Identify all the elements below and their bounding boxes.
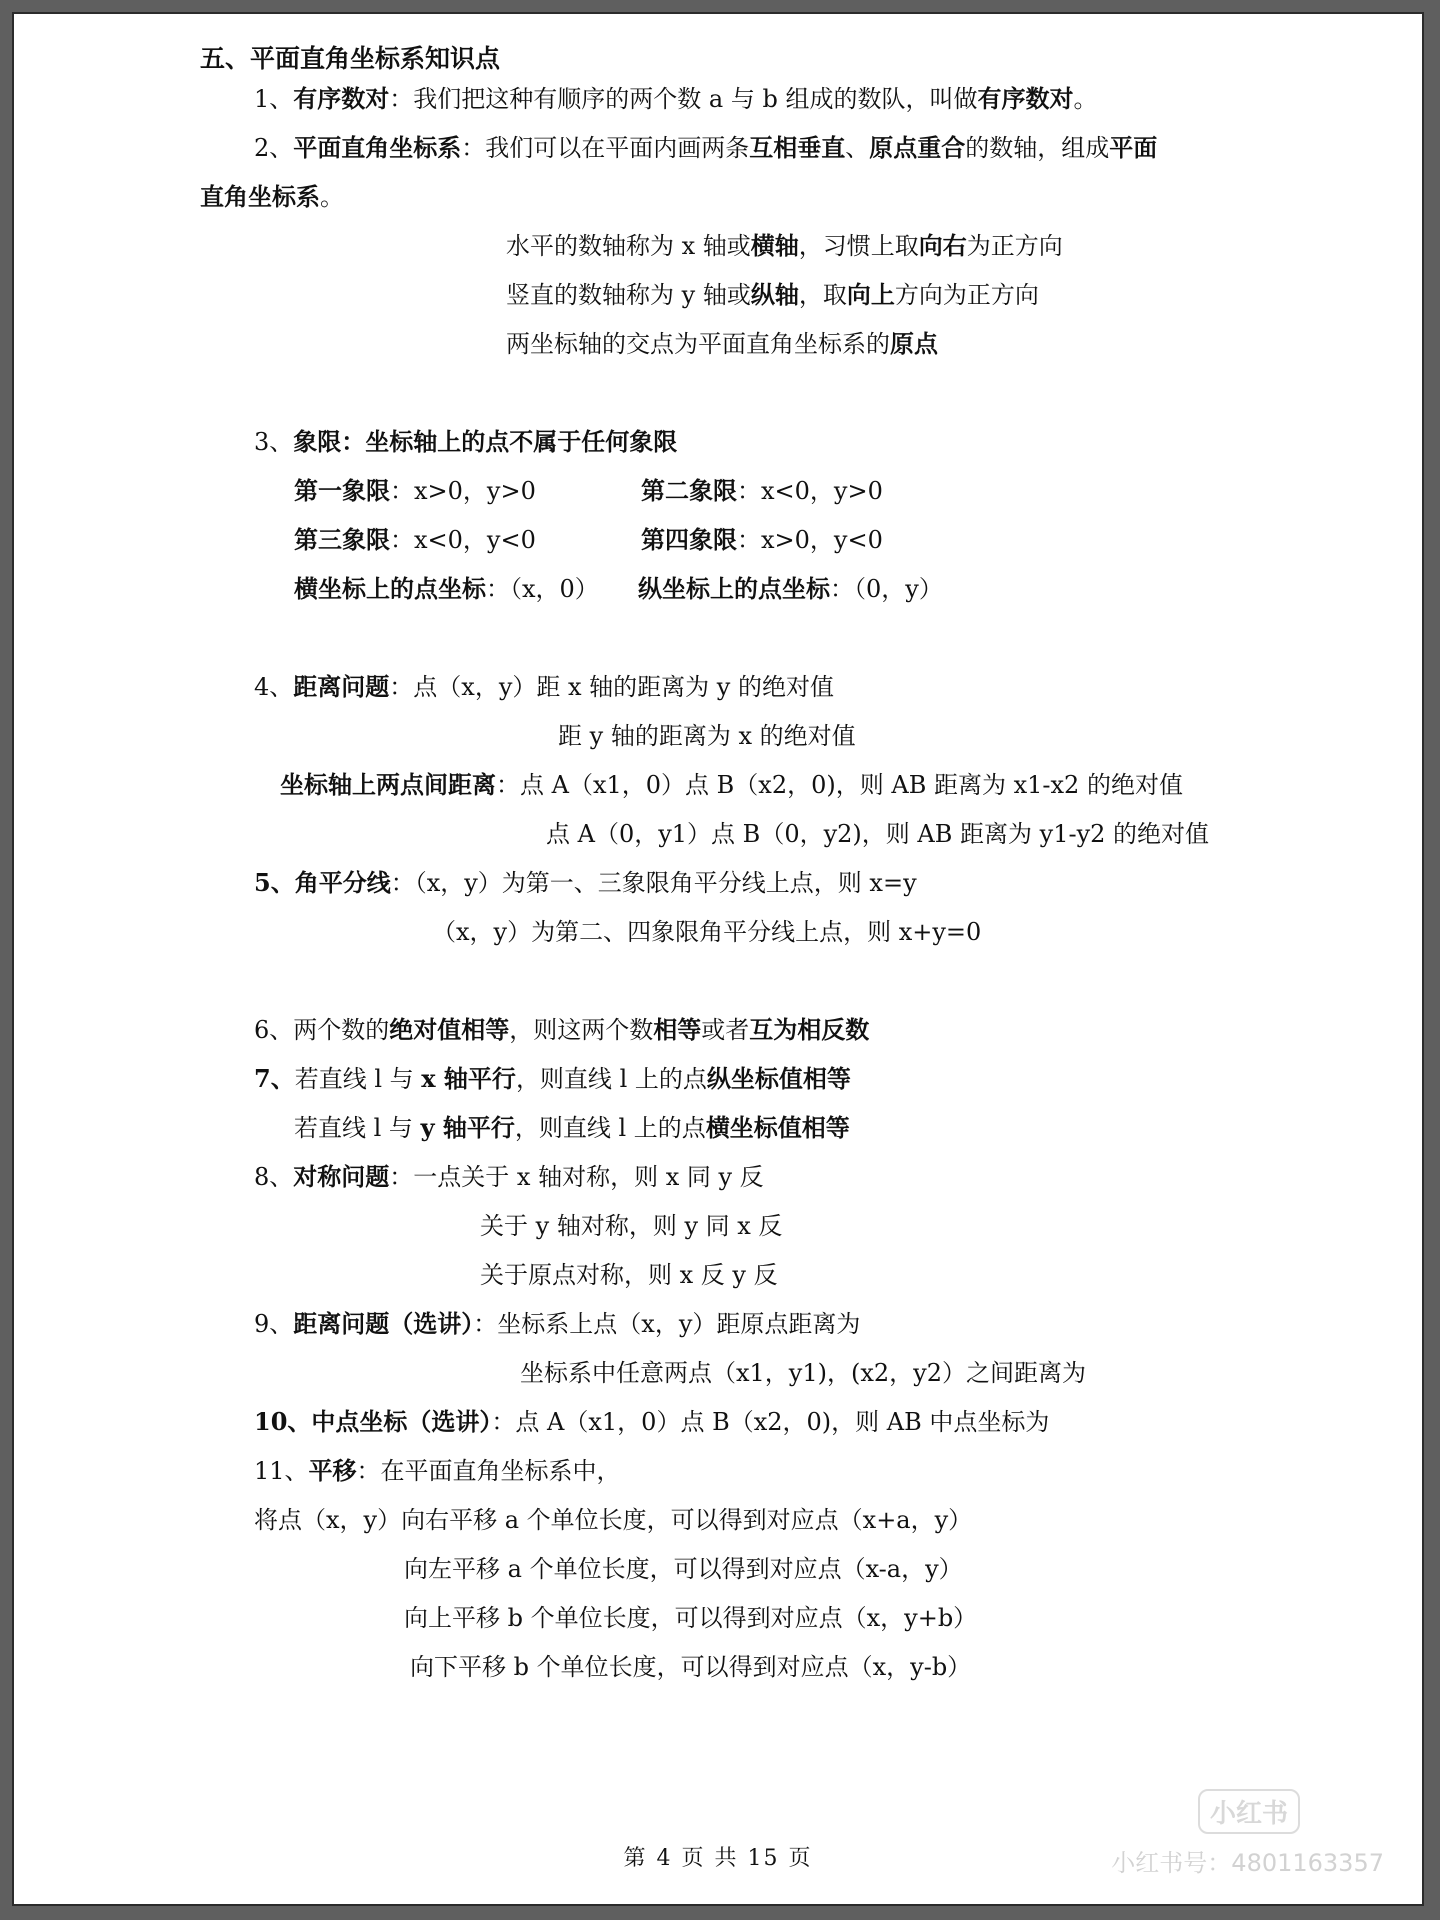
page-footer: 第 4 页 共 15 页 [623,1846,813,1871]
item-7-parallel-x: 7、若直线 l 与 x 轴平行，则直线 l 上的点纵坐标值相等 [254,1064,851,1093]
item-1-ordered-pair: 1、有序数对：我们把这种有顺序的两个数 a 与 b 组成的数队，叫做有序数对。 [254,84,1098,113]
item-11-line-down: 向下平移 b 个单位长度，可以得到对应点（x，y-b） [410,1653,972,1681]
item-2-coordinate-system: 2、平面直角坐标系：我们可以在平面内画两条互相垂直、原点重合的数轴，组成平面 [254,133,1158,162]
quadrant-1: 第一象限：x>0，y>0 [294,476,536,505]
item-11-translation: 11、平移：在平面直角坐标系中， [254,1456,621,1485]
watermark-logo: 小红书 [1198,1789,1300,1834]
item-8-symmetry: 8、对称问题：一点关于 x 轴对称，则 x 同 y 反 [254,1162,764,1191]
item-2-origin: 两坐标轴的交点为平面直角坐标系的原点 [506,329,938,358]
item-8-line-3: 关于原点对称，则 x 反 y 反 [480,1261,778,1289]
item-5-bisector: 5、角平分线：（x，y）为第一、三象限角平分线上点，则 x=y [254,868,917,897]
item-2-y-axis: 竖直的数轴称为 y 轴或纵轴，取向上方向为正方向 [506,280,1039,309]
section-title: 五、平面直角坐标系知识点 [200,44,501,73]
item-2-x-axis: 水平的数轴称为 x 轴或横轴，习惯上取向右为正方向 [506,231,1063,260]
item-6-absolute-value: 6、两个数的绝对值相等，则这两个数相等或者互为相反数 [254,1015,870,1044]
item-7-parallel-y: 若直线 l 与 y 轴平行，则直线 l 上的点横坐标值相等 [294,1113,850,1142]
y-axis-point: 纵坐标上的点坐标：（0，y） [638,574,943,603]
item-4-line-3: 坐标轴上两点间距离：点 A（x1，0）点 B（x2，0)，则 AB 距离为 x1-x2 的绝对值 [280,770,1183,799]
watermark-text: 小红书号：4801163357 [1111,1849,1384,1877]
item-11-line-left: 向左平移 a 个单位长度，可以得到对应点（x-a，y） [404,1555,963,1583]
item-4-line-2: 距 y 轴的距离为 x 的绝对值 [558,722,856,750]
quadrant-2: 第二象限：x<0，y>0 [641,476,883,505]
item-10-midpoint: 10、中点坐标（选讲）：点 A（x1，0）点 B（x2，0)，则 AB 中点坐标为 [254,1407,1050,1436]
item-11-line-right: 将点（x，y）向右平移 a 个单位长度，可以得到对应点（x+a，y） [254,1506,973,1534]
item-4-line-4: 点 A（0，y1）点 B（0，y2)，则 AB 距离为 y1-y2 的绝对值 [546,820,1210,848]
x-axis-point: 横坐标上的点坐标：（x，0） [294,574,599,603]
quadrant-3: 第三象限：x<0，y<0 [294,525,536,554]
item-11-line-up: 向上平移 b 个单位长度，可以得到对应点（x，y+b） [404,1604,978,1632]
item-3-quadrants: 3、象限：坐标轴上的点不属于任何象限 [254,427,678,456]
item-2-continuation: 直角坐标系。 [200,182,344,211]
item-8-line-2: 关于 y 轴对称，则 y 同 x 反 [480,1212,783,1240]
document-page [12,12,1424,1906]
item-9-line-2: 坐标系中任意两点（x1，y1)，(x2，y2）之间距离为 [520,1359,1086,1387]
item-5-line-2: （x，y）为第二、四象限角平分线上点，则 x+y=0 [432,918,982,946]
quadrant-4: 第四象限：x>0，y<0 [641,525,883,554]
item-9-distance-optional: 9、距离问题（选讲）：坐标系上点（x，y）距原点距离为 [254,1309,861,1338]
item-4-distance: 4、距离问题：点（x，y）距 x 轴的距离为 y 的绝对值 [254,672,834,701]
